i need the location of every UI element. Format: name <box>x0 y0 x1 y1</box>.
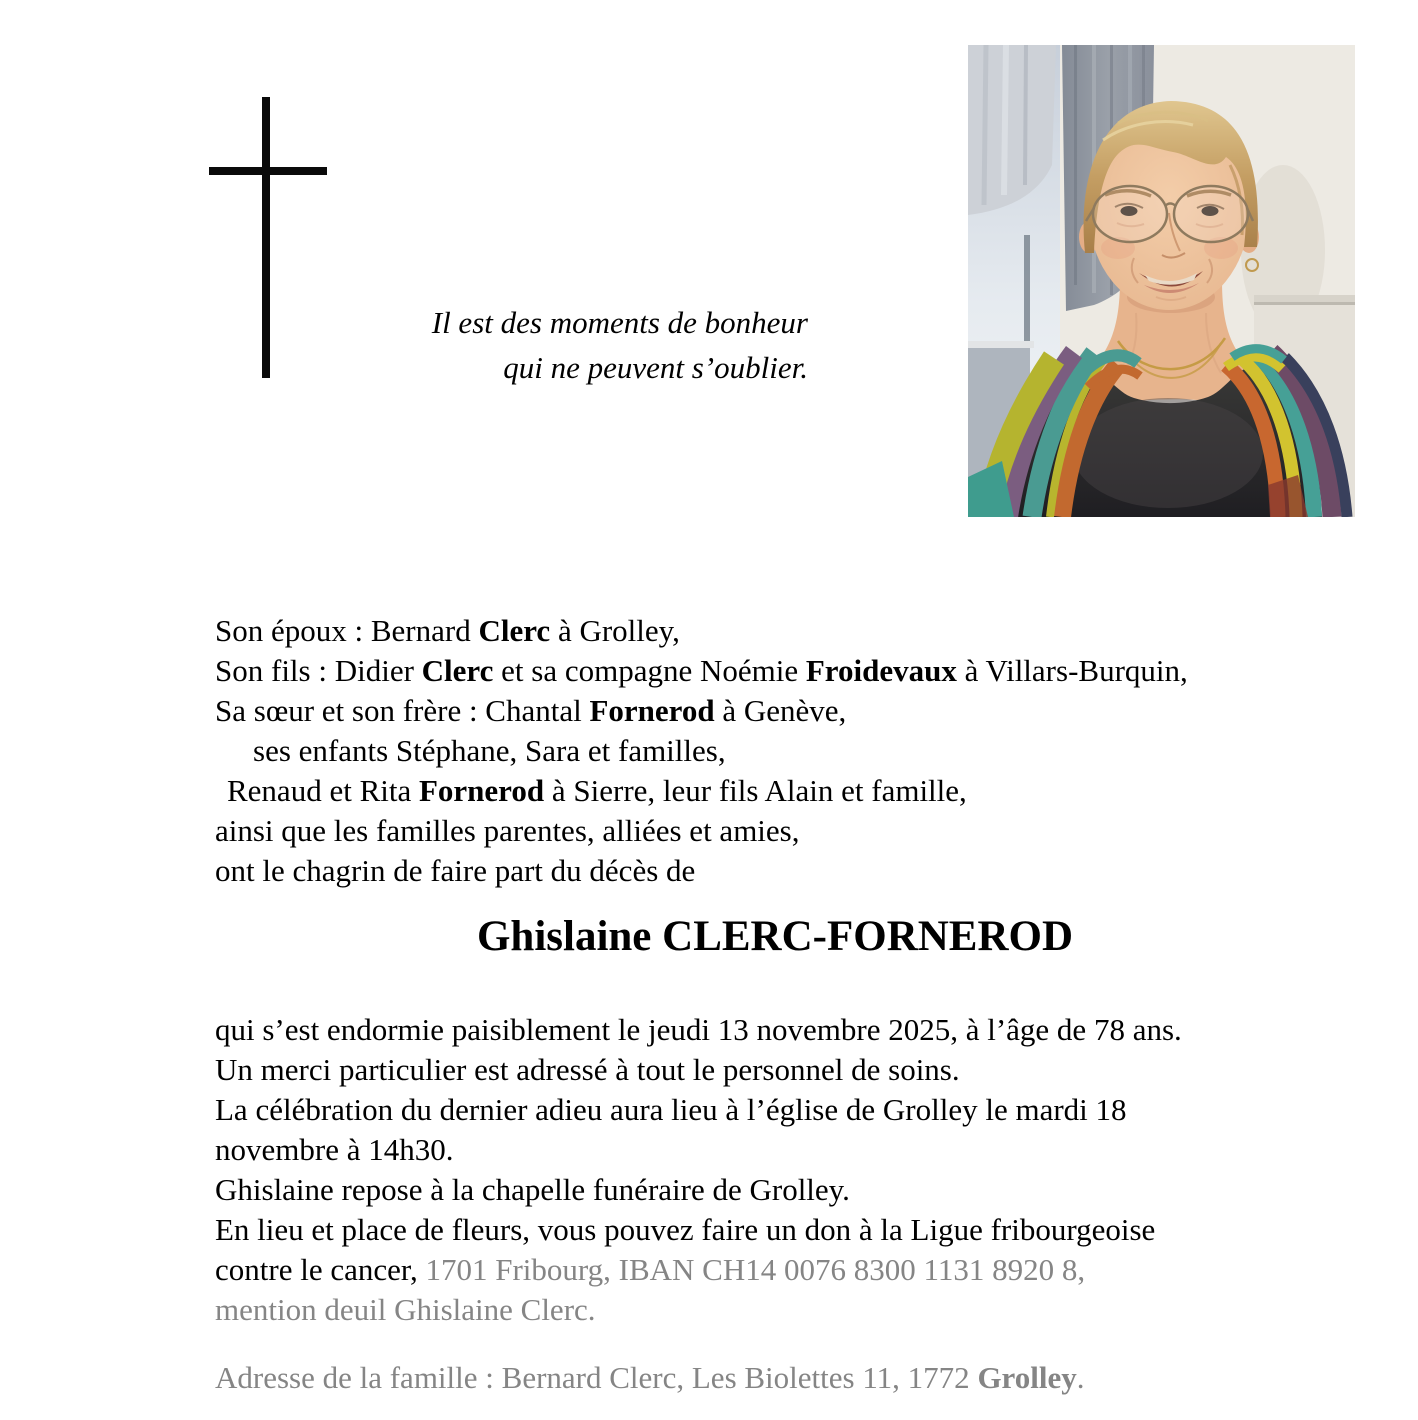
announcement-line-6 <box>215 1210 1182 1250</box>
segment: ont le chagrin de faire part du décès de <box>215 853 696 888</box>
announcement-line-5 <box>215 1170 1182 1210</box>
surname-segment: Clerc <box>478 613 551 648</box>
segment: Ghislaine repose à la chapelle funéraire de Grolley. <box>215 1172 850 1207</box>
surname-segment: Clerc <box>421 653 494 688</box>
segment: à Genève, <box>714 693 847 728</box>
portrait-illustration <box>968 45 1355 517</box>
ceremony-details-block <box>215 1010 1182 1330</box>
deceased-name-title: Ghislaine CLERC-FORNEROD <box>476 913 1074 960</box>
quote-line-1: Il est des moments de bonheur <box>431 305 808 340</box>
announcement-line-2 <box>215 1050 1182 1090</box>
portrait-photo <box>968 45 1355 517</box>
segment: Son fils : Didier <box>215 653 422 688</box>
cross-horizontal-bar <box>209 167 327 175</box>
segment: ses enfants Stéphane, Sara et familles, <box>253 733 726 768</box>
segment: La célébration du dernier adieu aura lieu à l’église de Grolley le mardi 18 <box>215 1092 1127 1127</box>
announcement-line-1 <box>215 1010 1182 1050</box>
family-line-6 <box>215 811 1188 851</box>
quote-line-2: qui ne peuvent s’oublier. <box>503 350 808 385</box>
announcement-line-7 <box>215 1250 1182 1290</box>
iban-segment: 1701 Fribourg, IBAN CH14 0076 8300 1131 8920 8, <box>425 1252 1086 1287</box>
segment: et sa compagne Noémie <box>493 653 806 688</box>
segment: . <box>1076 1360 1085 1395</box>
segment: Sa sœur et son frère : Chantal <box>215 693 590 728</box>
announcement-line-4 <box>215 1130 1182 1170</box>
family-address-line <box>215 1358 1084 1398</box>
family-line-4 <box>215 731 1188 771</box>
segment: novembre à 14h30. <box>215 1132 454 1167</box>
announcement-line-3 <box>215 1090 1182 1130</box>
segment: Son époux : Bernard <box>215 613 479 648</box>
segment: contre le cancer, <box>215 1252 426 1287</box>
surname-segment: Froidevaux <box>805 653 957 688</box>
segment: ainsi que les familles parentes, alliées et amies, <box>215 813 800 848</box>
family-line-7 <box>215 851 1188 891</box>
segment: à Grolley, <box>550 613 680 648</box>
cross-vertical-bar <box>262 97 270 378</box>
segment: Un merci particulier est adressé à tout le personnel de soins. <box>215 1052 960 1087</box>
segment: mention deuil Ghislaine Clerc. <box>215 1292 596 1327</box>
family-line-2 <box>215 651 1188 691</box>
memorial-quote <box>390 300 808 390</box>
segment: à Sierre, leur fils Alain et famille, <box>544 773 967 808</box>
segment: Adresse de la famille : Bernard Clerc, Les Biolettes 11, 1772 <box>215 1360 978 1395</box>
locality-segment: Grolley <box>977 1360 1077 1395</box>
family-line-1 <box>215 611 1188 651</box>
segment: En lieu et place de fleurs, vous pouvez faire un don à la Ligue fribourgeoise <box>215 1212 1156 1247</box>
segment: à Villars-Burquin, <box>956 653 1188 688</box>
surname-segment: Fornerod <box>589 693 715 728</box>
surname-segment: Fornerod <box>418 773 545 808</box>
family-line-5 <box>215 771 1188 811</box>
family-line-3 <box>215 691 1188 731</box>
family-announcement-block <box>215 611 1188 891</box>
segment: qui s’est endormie paisiblement le jeudi 13 novembre 2025, à l’âge de 78 ans. <box>215 1012 1182 1047</box>
announcement-line-8 <box>215 1290 1182 1330</box>
segment: Renaud et Rita <box>227 773 419 808</box>
